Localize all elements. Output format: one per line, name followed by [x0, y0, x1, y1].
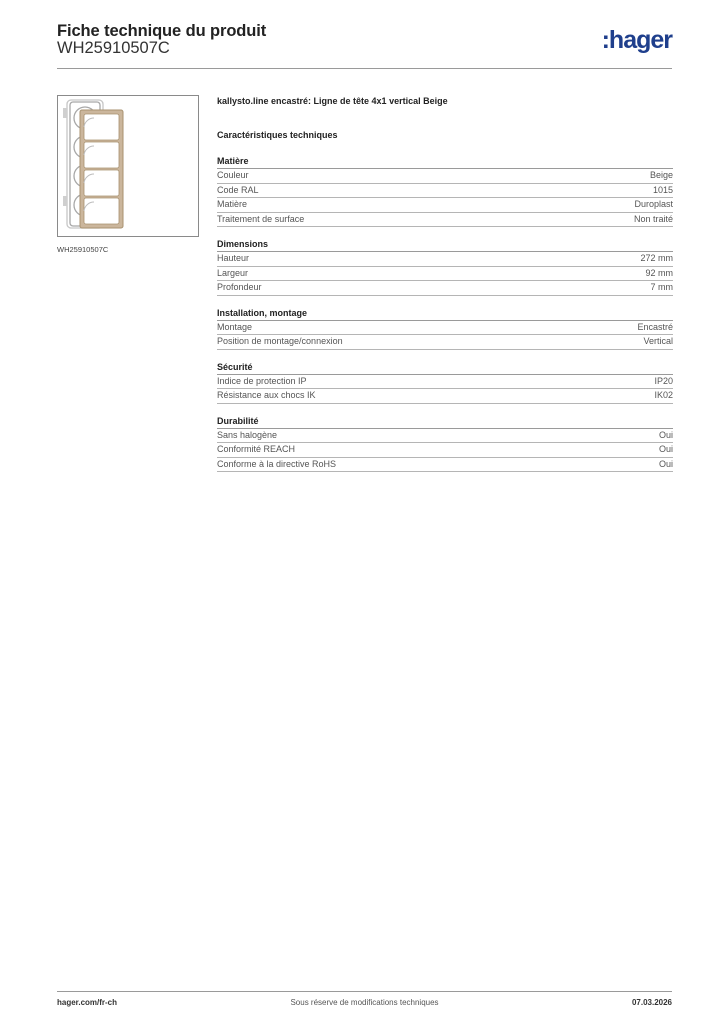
section-securite: [217, 362, 673, 404]
spec-label: Sans halogène: [217, 429, 278, 440]
spec-label: Matière: [217, 199, 248, 209]
section-matiere: [217, 156, 673, 227]
spec-row: [217, 389, 673, 404]
spec-row: [217, 169, 673, 184]
spec-row: [217, 335, 673, 350]
spec-value: 1015: [652, 184, 673, 195]
spec-row: [217, 458, 673, 473]
spec-row: [217, 198, 673, 213]
spec-label: Montage: [217, 321, 253, 332]
footer-website-link[interactable]: hager.com/fr-ch: [57, 998, 118, 1007]
spec-value: Vertical: [643, 336, 673, 346]
spec-row: [217, 429, 673, 444]
characteristics-title: Caractéristiques techniques: [217, 130, 338, 140]
spec-content: [217, 96, 673, 472]
spec-row: [217, 252, 673, 267]
spec-label: Code RAL: [217, 184, 259, 195]
spec-label: Traitement de surface: [217, 213, 305, 224]
spec-label: Indice de protection IP: [217, 375, 307, 386]
header-divider: [57, 68, 672, 69]
image-caption: WH25910507C: [57, 245, 109, 254]
page-title: Fiche technique du produit: [57, 22, 267, 40]
spec-value: Oui: [658, 429, 673, 440]
product-reference: WH25910507C: [57, 39, 170, 57]
section-title: Durabilité: [217, 416, 673, 429]
hager-logo: :hager: [601, 26, 672, 54]
product-frame-illustration: [58, 96, 198, 236]
spec-label: Couleur: [217, 170, 249, 180]
footer-disclaimer: Sous réserve de modifications techniques: [290, 998, 439, 1007]
spec-value: Non traité: [633, 213, 673, 224]
product-name: kallysto.line encastré: Ligne de tête 4x1 vertical Beige: [217, 96, 448, 106]
spec-label: Conformité REACH: [217, 444, 296, 454]
section-durabilite: [217, 416, 673, 473]
spec-value: IP20: [654, 375, 673, 386]
spec-label: Position de montage/connexion: [217, 336, 343, 346]
spec-value: IK02: [654, 390, 673, 400]
spec-row: [217, 213, 673, 228]
product-image: [57, 95, 199, 237]
spec-row: [217, 443, 673, 458]
spec-row: [217, 267, 673, 282]
spec-label: Largeur: [217, 267, 249, 278]
spec-value: Duroplast: [634, 199, 673, 209]
spec-label: Résistance aux chocs IK: [217, 390, 316, 400]
spec-row: [217, 281, 673, 296]
spec-value: 272 mm: [640, 253, 673, 263]
section-dimensions: [217, 239, 673, 296]
spec-row: [217, 184, 673, 199]
spec-value: Oui: [658, 458, 673, 469]
spec-value: 92 mm: [645, 267, 673, 278]
section-title: Dimensions: [217, 239, 673, 252]
spec-label: Hauteur: [217, 253, 250, 263]
section-installation: [217, 308, 673, 350]
spec-value: 7 mm: [650, 282, 673, 292]
footer-divider: [57, 991, 672, 992]
spec-value: Encastré: [637, 321, 673, 332]
spec-row: [217, 375, 673, 390]
spec-row: [217, 321, 673, 336]
section-title: Matière: [217, 156, 673, 169]
page-header: [57, 22, 672, 70]
spec-label: Conforme à la directive RoHS: [217, 458, 337, 469]
section-title: Installation, montage: [217, 308, 673, 321]
spec-value: Oui: [658, 444, 673, 454]
spec-label: Profondeur: [217, 282, 262, 292]
spec-value: Beige: [649, 170, 673, 180]
footer-date: 07.03.2026: [631, 998, 672, 1007]
section-title: Sécurité: [217, 362, 673, 375]
